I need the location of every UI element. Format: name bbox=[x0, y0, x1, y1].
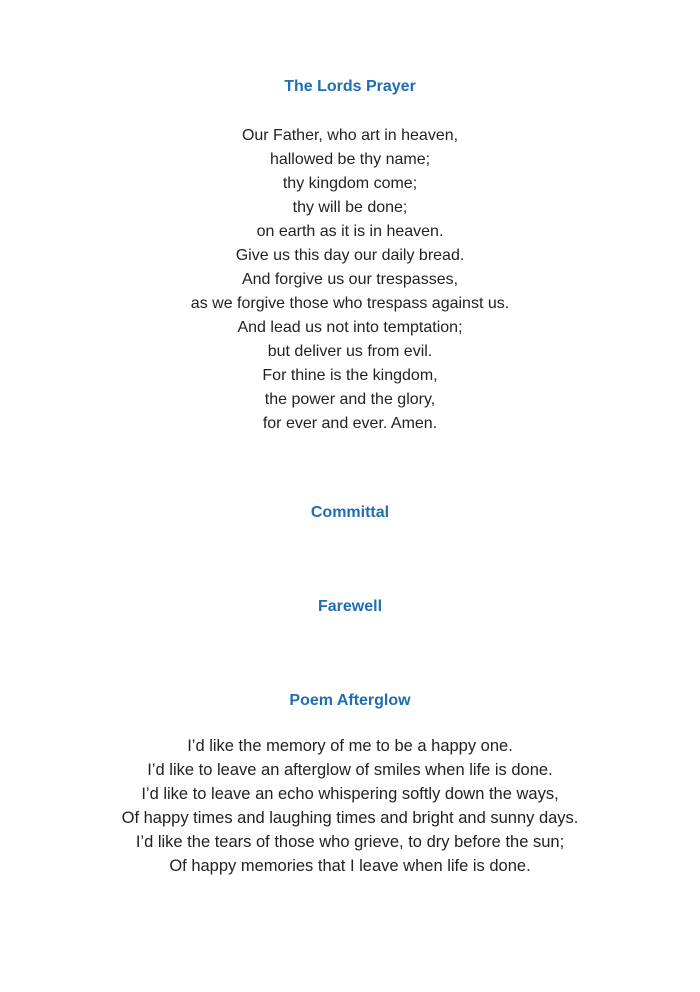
farewell-heading: Farewell bbox=[317, 598, 383, 615]
prayer-line: on earth as it is in heaven. bbox=[256, 223, 444, 240]
poem-heading: Poem Afterglow bbox=[289, 692, 411, 709]
poem-line: Of happy memories that I leave when life is done. bbox=[169, 857, 531, 875]
lords-prayer-text bbox=[0, 124, 700, 436]
poem-line: I’d like to leave an echo whispering softly down the ways, bbox=[141, 785, 559, 803]
prayer-line: but deliver us from evil. bbox=[267, 343, 433, 360]
prayer-line: for ever and ever. Amen. bbox=[262, 415, 438, 432]
prayer-line: And lead us not into temptation; bbox=[237, 319, 463, 336]
poem-line: Of happy times and laughing times and bright and sunny days. bbox=[121, 809, 579, 827]
prayer-line: And forgive us our trespasses, bbox=[241, 271, 459, 288]
prayer-line: the power and the glory, bbox=[264, 391, 436, 408]
prayer-line: Our Father, who art in heaven, bbox=[241, 127, 459, 144]
poem-text bbox=[0, 734, 700, 878]
prayer-line: thy will be done; bbox=[292, 199, 408, 216]
prayer-line: thy kingdom come; bbox=[282, 175, 418, 192]
prayer-line: as we forgive those who trespass against us. bbox=[190, 295, 510, 312]
committal-heading: Committal bbox=[310, 504, 390, 521]
poem-line: I’d like the memory of me to be a happy one. bbox=[187, 737, 513, 755]
poem-line: I’d like to leave an afterglow of smiles when life is done. bbox=[147, 761, 553, 779]
lords-prayer-heading: The Lords Prayer bbox=[284, 78, 416, 95]
prayer-line: For thine is the kingdom, bbox=[262, 367, 438, 384]
prayer-line: Give us this day our daily bread. bbox=[235, 247, 465, 264]
prayer-line: hallowed be thy name; bbox=[269, 151, 431, 168]
poem-line: I’d like the tears of those who grieve, to dry before the sun; bbox=[135, 833, 565, 851]
